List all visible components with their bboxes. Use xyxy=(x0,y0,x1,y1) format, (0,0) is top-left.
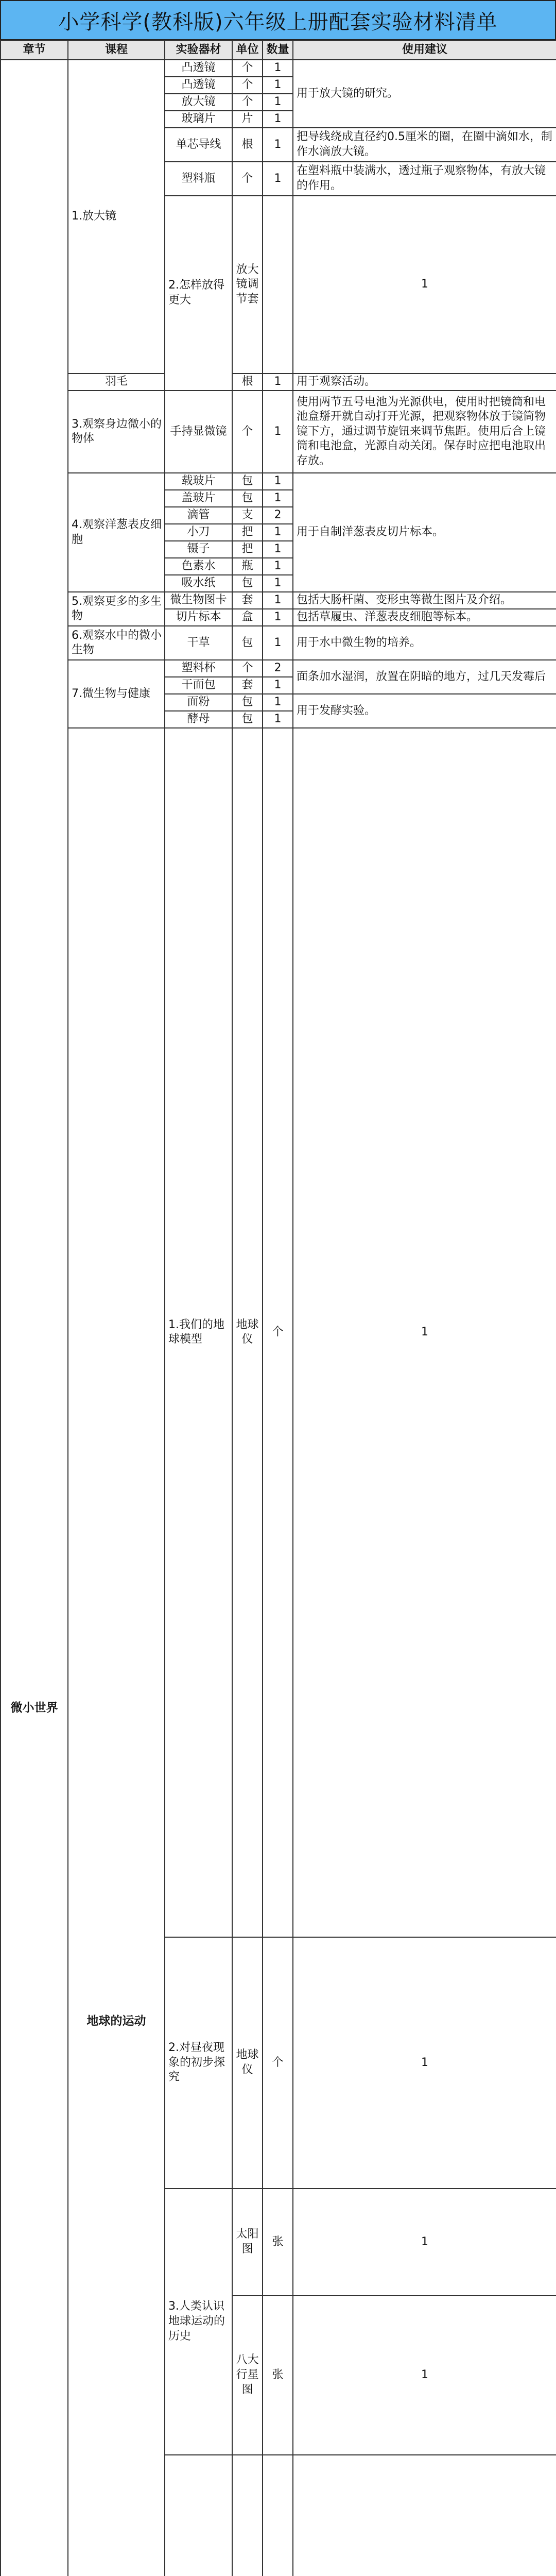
usage-cell: 用于观察活动。 xyxy=(293,374,556,391)
unit-cell: 包 xyxy=(232,626,263,660)
course-cell: 3.观察身边微小的物体 xyxy=(68,391,165,473)
unit-cell: 包 xyxy=(232,473,263,490)
table-row xyxy=(1,626,556,660)
unit-cell: 瓶 xyxy=(232,558,263,575)
header-chapter: 章节 xyxy=(1,41,68,60)
table-row xyxy=(1,473,556,490)
quantity-cell xyxy=(293,2455,556,2576)
unit-cell: 包 xyxy=(232,694,263,711)
quantity-cell: 1 xyxy=(293,1937,556,2189)
quantity-cell: 1 xyxy=(263,711,293,728)
material-cell: 滴管 xyxy=(165,507,232,524)
usage-cell: 使用两节五号电池为光源供电，使用时把镜筒和电池盒掰开就自动打开光源，把观察物体放于镜筒物镜下方，通过调节旋钮来调节焦距。使用后合上镜筒和电池盒，光源自动关闭。保存时应把电池取出存放。 xyxy=(293,391,556,473)
unit-cell: 盒 xyxy=(232,609,263,626)
chapter-cell: 微小世界 xyxy=(1,60,68,2576)
course-cell: 2.怎样放得更大 xyxy=(165,196,232,391)
unit-cell: 张 xyxy=(263,2296,293,2455)
usage-cell: 包括草履虫、洋葱表皮细胞等标本。 xyxy=(293,609,556,626)
material-cell: 地球仪 xyxy=(232,728,263,1937)
material-cell: 凸透镜 xyxy=(165,77,232,94)
unit-cell: 个 xyxy=(232,391,263,473)
material-cell: 手持显微镜 xyxy=(165,391,232,473)
usage-cell: 把导线绕成直径约0.5厘米的圈，在圈中滴如水，制作水滴放大镜。 xyxy=(293,128,556,162)
table-row xyxy=(1,374,556,391)
quantity-cell: 1 xyxy=(263,592,293,609)
usage-cell: 面条加水湿润，放置在阴暗的地方，过几天发霉后 xyxy=(293,660,556,694)
materials-table xyxy=(0,40,556,2576)
material-cell: 玻璃片 xyxy=(165,111,232,128)
chapter-cell: 地球的运动 xyxy=(68,728,165,2576)
quantity-cell: 1 xyxy=(263,94,293,111)
quantity-cell: 1 xyxy=(263,575,293,592)
quantity-cell: 1 xyxy=(263,111,293,128)
material-cell: 小刀 xyxy=(165,524,232,541)
material-cell: 地球仪 xyxy=(232,1937,263,2189)
unit-cell: 个 xyxy=(263,1937,293,2189)
course-cell: 3.人类认识地球运动的历史 xyxy=(165,2189,232,2455)
table-row xyxy=(1,728,556,1937)
usage-cell: 在塑料瓶中装满水，透过瓶子观察物体，有放大镜的作用。 xyxy=(293,162,556,196)
material-cell: 盖玻片 xyxy=(165,490,232,507)
unit-cell: 把 xyxy=(232,524,263,541)
unit-cell: 张 xyxy=(263,2189,293,2296)
course-cell: 7.微生物与健康 xyxy=(68,660,165,728)
material-cell: 太阳图 xyxy=(232,2189,263,2296)
quantity-cell: 1 xyxy=(263,77,293,94)
quantity-cell: 1 xyxy=(293,196,556,374)
material-cell: 载玻片 xyxy=(165,473,232,490)
course-cell: 1.放大镜 xyxy=(68,60,165,374)
material-cell: 干草 xyxy=(165,626,232,660)
quantity-cell: 1 xyxy=(263,694,293,711)
quantity-cell: 1 xyxy=(263,626,293,660)
usage-cell: 包括大肠杆菌、变形虫等微生图片及介绍。 xyxy=(293,592,556,609)
quantity-cell: 1 xyxy=(263,374,293,391)
material-cell: 塑料瓶 xyxy=(165,162,232,196)
material-cell: 放大镜 xyxy=(165,94,232,111)
unit-cell: 片 xyxy=(232,111,263,128)
course-cell: 5.观察更多的多生物 xyxy=(68,592,165,626)
material-cell: 八大行星图 xyxy=(232,2296,263,2455)
unit-cell: 个 xyxy=(232,60,263,77)
quantity-cell: 1 xyxy=(263,162,293,196)
header-course: 课程 xyxy=(68,41,165,60)
quantity-cell: 1 xyxy=(263,490,293,507)
unit-cell xyxy=(263,196,293,374)
unit-cell: 个 xyxy=(232,94,263,111)
quantity-cell: 1 xyxy=(263,128,293,162)
unit-cell: 个 xyxy=(232,162,263,196)
unit-cell: 把 xyxy=(232,541,263,558)
usage-cell: 用于水中微生物的培养。 xyxy=(293,626,556,660)
usage-cell: 用于发酵实验。 xyxy=(293,694,556,728)
quantity-cell: 2 xyxy=(263,507,293,524)
quantity-cell: 2 xyxy=(263,660,293,677)
course-cell: 1.我们的地球模型 xyxy=(165,728,232,1937)
material-cell: 酵母 xyxy=(165,711,232,728)
course-cell: 6.观察水中的微小生物 xyxy=(68,626,165,660)
unit-cell: 包 xyxy=(232,575,263,592)
unit-cell: 套 xyxy=(232,592,263,609)
quantity-cell: 1 xyxy=(293,2296,556,2455)
header-quantity: 数量 xyxy=(263,41,293,60)
material-cell: 干面包 xyxy=(165,677,232,694)
material-cell: 凸透镜 xyxy=(165,60,232,77)
quantity-cell: 1 xyxy=(263,524,293,541)
quantity-cell: 1 xyxy=(293,2189,556,2296)
material-cell xyxy=(232,2455,263,2576)
table-header-row xyxy=(1,41,556,60)
course-cell xyxy=(165,2455,232,2576)
unit-cell: 根 xyxy=(232,374,263,391)
unit-cell: 个 xyxy=(263,728,293,1937)
quantity-cell: 1 xyxy=(263,558,293,575)
material-cell: 色素水 xyxy=(165,558,232,575)
material-cell: 放大镜调节套 xyxy=(232,196,263,374)
material-cell: 镊子 xyxy=(165,541,232,558)
material-cell: 面粉 xyxy=(165,694,232,711)
table-body xyxy=(1,60,556,2576)
usage-cell: 用于放大镜的研究。 xyxy=(293,60,556,128)
quantity-cell: 1 xyxy=(263,677,293,694)
unit-cell: 根 xyxy=(232,128,263,162)
unit-cell: 个 xyxy=(232,660,263,677)
material-cell: 塑料杯 xyxy=(165,660,232,677)
material-cell: 微生物图卡 xyxy=(165,592,232,609)
unit-cell: 支 xyxy=(232,507,263,524)
unit-cell: 套 xyxy=(232,677,263,694)
quantity-cell: 1 xyxy=(293,728,556,1937)
unit-cell: 包 xyxy=(232,490,263,507)
unit-cell: 包 xyxy=(232,711,263,728)
page-title: 小学科学(教科版)六年级上册配套实验材料清单 xyxy=(0,0,556,40)
table-row xyxy=(1,660,556,677)
quantity-cell: 1 xyxy=(263,541,293,558)
material-cell: 单芯导线 xyxy=(165,128,232,162)
table-row xyxy=(1,391,556,473)
quantity-cell: 1 xyxy=(263,60,293,77)
quantity-cell: 1 xyxy=(263,609,293,626)
table-row xyxy=(1,592,556,609)
table-row xyxy=(1,60,556,77)
material-cell: 切片标本 xyxy=(165,609,232,626)
header-unit: 单位 xyxy=(232,41,263,60)
unit-cell: 个 xyxy=(232,77,263,94)
header-usage: 使用建议 xyxy=(293,41,556,60)
unit-cell xyxy=(263,2455,293,2576)
course-cell: 4.观察洋葱表皮细胞 xyxy=(68,473,165,592)
quantity-cell: 1 xyxy=(263,391,293,473)
material-cell: 吸水纸 xyxy=(165,575,232,592)
header-material: 实验器材 xyxy=(165,41,232,60)
quantity-cell: 1 xyxy=(263,473,293,490)
usage-cell: 用于自制洋葱表皮切片标本。 xyxy=(293,473,556,592)
material-cell: 羽毛 xyxy=(68,374,165,391)
course-cell: 2.对昼夜现象的初步探究 xyxy=(165,1937,232,2189)
